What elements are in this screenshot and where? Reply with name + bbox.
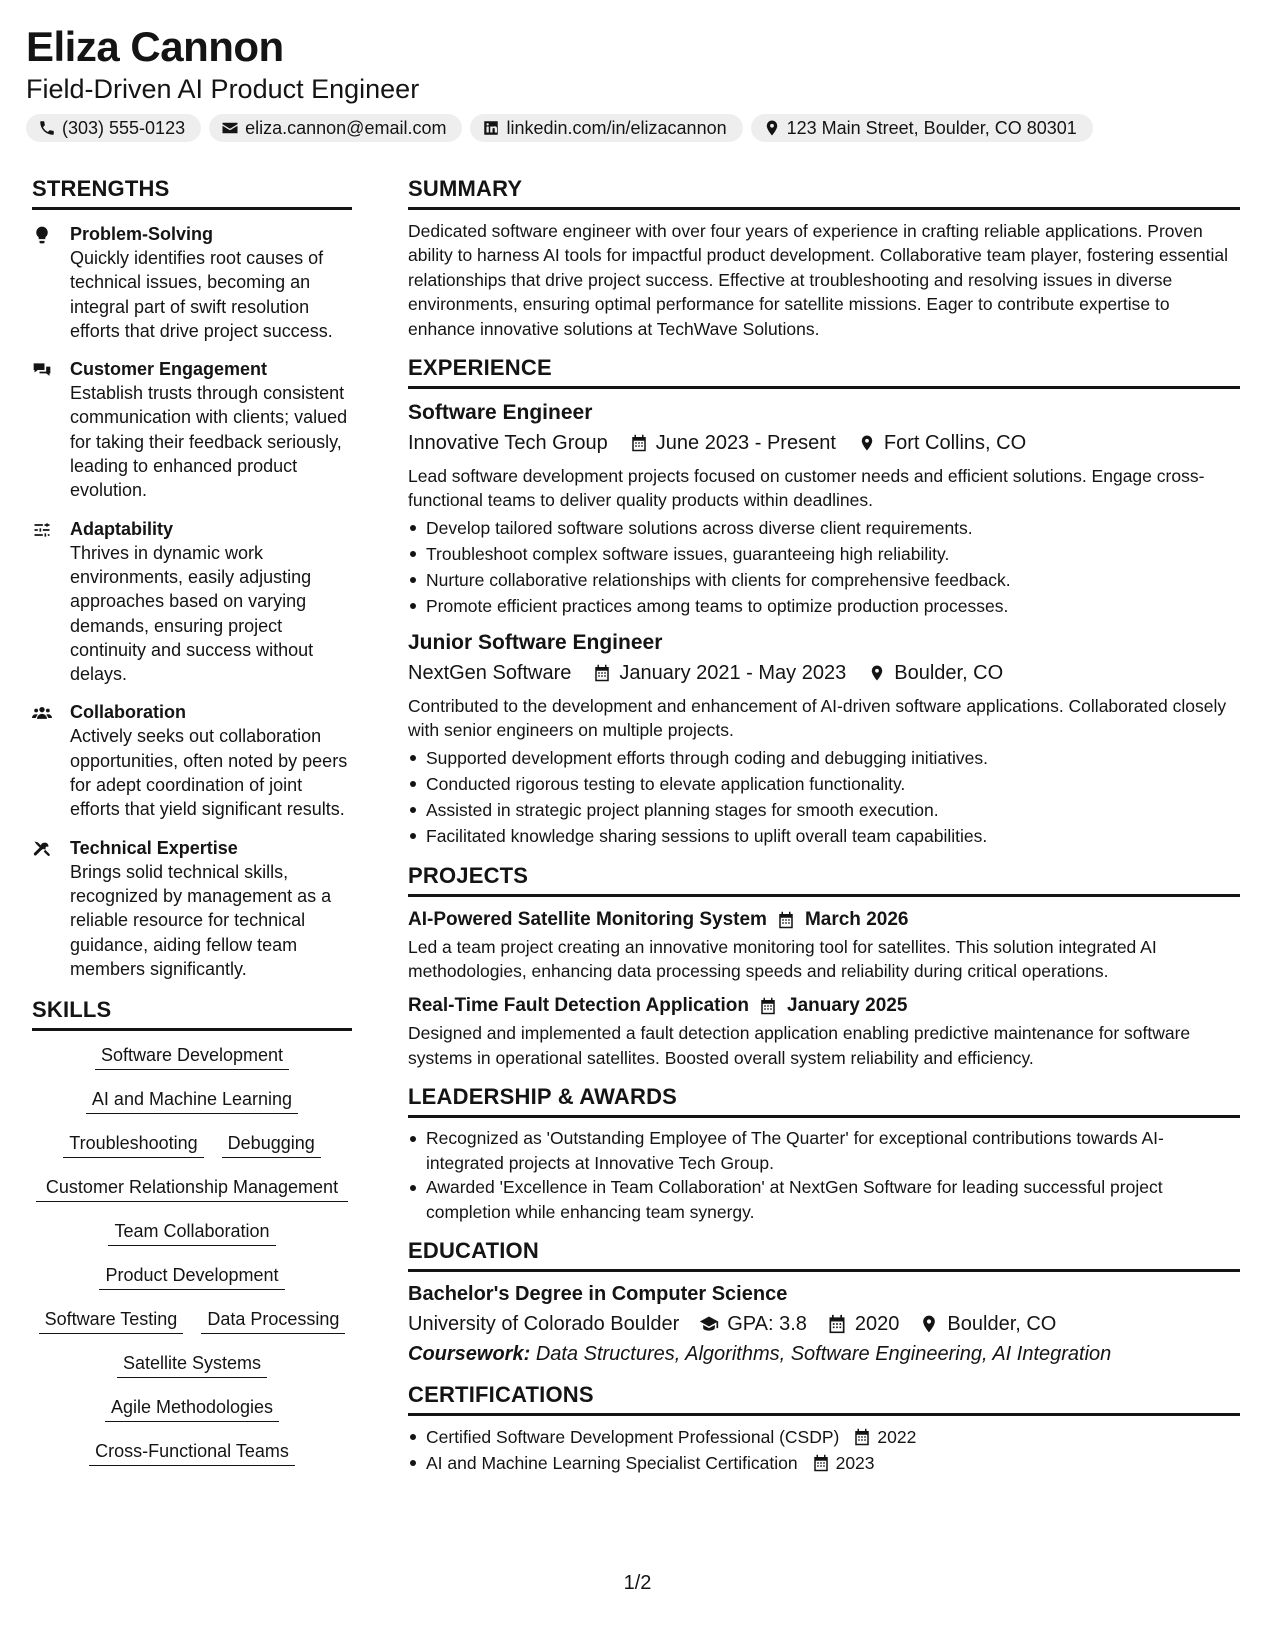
- strength-desc: Thrives in dynamic work environments, easily adjusting approaches based on varying demands, ensuring project continuity and success without delays.: [70, 542, 314, 685]
- skill-tag: Troubleshooting: [63, 1131, 203, 1158]
- graduation-cap-icon: [699, 1314, 719, 1334]
- certification-year: 2022: [877, 1426, 917, 1447]
- strength-title: Technical Expertise: [70, 837, 238, 858]
- calendar-icon: [630, 434, 648, 452]
- certification-item: [426, 1450, 1240, 1476]
- skill-tag: Satellite Systems: [117, 1351, 267, 1378]
- certifications-list: [408, 1424, 1240, 1476]
- coursework-text: Data Structures, Algorithms, Software Engineering, AI Integration: [535, 1342, 1112, 1365]
- education-school: University of Colorado Boulder: [408, 1312, 680, 1335]
- job-bullet: Facilitated knowledge sharing sessions to uplift overall team capabilities.: [426, 823, 1240, 849]
- skill-tag: Agile Methodologies: [105, 1395, 279, 1422]
- education-location: Boulder, CO: [947, 1312, 1057, 1335]
- strength-desc: Establish trusts through consistent communication with clients; valued for taking their feedback seriously, leading to enhanced product evolution.: [70, 383, 348, 501]
- project-desc: Designed and implemented a fault detection application enabling predictive maintenance for software systems in operational satellites. Boosted overall system reliability and efficiency.: [408, 1023, 1191, 1068]
- chat-bubbles-icon: [32, 360, 52, 380]
- strengths-list: [32, 222, 352, 981]
- strength-desc: Brings solid technical skills, recognized by management as a reliable resource for technical guidance, aiding fellow team members significantly.: [70, 861, 332, 979]
- job-bullet: Promote efficient practices among teams to optimize production processes.: [426, 593, 1240, 619]
- education-degree: Bachelor's Degree in Computer Science: [408, 1282, 788, 1305]
- contact-linkedin[interactable]: [470, 114, 742, 142]
- contact-linkedin-text: linkedin.com/in/elizacannon: [506, 117, 727, 138]
- job-role: Junior Software Engineer: [408, 630, 663, 654]
- job-bullet: Develop tailored software solutions across diverse client requirements.: [426, 515, 1240, 541]
- strength-title: Adaptability: [70, 518, 174, 539]
- education-section: [408, 1238, 1240, 1368]
- candidate-title: Field-Driven AI Product Engineer: [26, 74, 420, 104]
- leadership-list: [408, 1126, 1240, 1224]
- job-company: NextGen Software: [408, 661, 572, 684]
- strengths-heading: STRENGTHS: [32, 176, 352, 210]
- sliders-icon: [32, 520, 52, 540]
- calendar-icon: [812, 1454, 830, 1472]
- leadership-item: Recognized as 'Outstanding Employee of The Quarter' for exceptional contributions towards AI-integrated projects at Innovative Tech Group.: [426, 1126, 1240, 1175]
- certification-item: [426, 1424, 1240, 1450]
- project-title: Real-Time Fault Detection Application: [408, 995, 749, 1017]
- contact-address-text: 123 Main Street, Boulder, CO 80301: [786, 117, 1077, 138]
- project-header: [408, 907, 1240, 933]
- certification-name: Certified Software Development Professional (CSDP): [426, 1426, 840, 1447]
- contact-bar: [26, 114, 1093, 142]
- job-bullet: Supported development efforts through coding and debugging initiatives.: [426, 745, 1240, 771]
- calendar-icon: [827, 1314, 847, 1334]
- job-bullets: [408, 515, 1240, 619]
- summary-heading: SUMMARY: [408, 176, 1240, 210]
- skills-heading: SKILLS: [32, 997, 352, 1031]
- job-meta: [408, 429, 1240, 457]
- education-coursework: [408, 1340, 1240, 1368]
- job-company: Innovative Tech Group: [408, 432, 608, 455]
- job-dates: January 2021 - May 2023: [619, 661, 847, 684]
- certifications-section: [408, 1382, 1240, 1476]
- experience-section: [408, 355, 1240, 849]
- skill-tag: Team Collaboration: [108, 1219, 275, 1246]
- map-pin-icon: [868, 664, 886, 682]
- strength-item: [32, 357, 352, 502]
- experience-heading: EXPERIENCE: [408, 355, 1240, 389]
- users-icon: [32, 703, 52, 723]
- education-year: 2020: [854, 1312, 900, 1335]
- projects-heading: PROJECTS: [408, 863, 1240, 897]
- skill-tag: AI and Machine Learning: [86, 1087, 298, 1114]
- calendar-icon: [777, 911, 795, 929]
- calendar-icon: [593, 664, 611, 682]
- job-bullet: Troubleshoot complex software issues, guaranteeing high reliability.: [426, 541, 1240, 567]
- job-bullet: Assisted in strategic project planning stages for smooth execution.: [426, 797, 1240, 823]
- strength-desc: Quickly identifies root causes of technical issues, becoming an integral part of swift resolution efforts that drive project success.: [70, 248, 333, 341]
- summary-text: Dedicated software engineer with over four years of experience in crafting reliable applications. Proven ability to harness AI tools for impactful product development. Collaborative team player, fostering essential relationships that drive project success. Effective at troubleshooting and resolving issues in diverse environments, ensuring optimal performance for satellite missions. Eager to contribute expertise to enhance innovative solutions at TechWave Solutions.: [408, 221, 1229, 339]
- tools-icon: [32, 839, 52, 859]
- job-bullet: Nurture collaborative relationships with clients for comprehensive feedback.: [426, 567, 1240, 593]
- contact-phone-text: (303) 555-0123: [62, 117, 186, 138]
- map-pin-icon: [919, 1314, 939, 1334]
- right-column: [408, 176, 1240, 1476]
- page-number: 1/2: [623, 1572, 652, 1594]
- project-title: AI-Powered Satellite Monitoring System: [408, 908, 767, 930]
- candidate-name: Eliza Cannon: [26, 23, 284, 70]
- job-desc: Contributed to the development and enhancement of AI-driven software applications. Collaborated closely with senior engineers on multiple projects.: [408, 695, 1227, 741]
- calendar-icon: [759, 997, 777, 1015]
- strength-title: Customer Engagement: [70, 359, 268, 380]
- project-header: [408, 993, 1240, 1019]
- strength-title: Problem-Solving: [70, 224, 214, 244]
- phone-icon: [38, 119, 56, 137]
- projects-section: [408, 863, 1240, 1071]
- project-desc: Led a team project creating an innovative monitoring tool for satellites. This solution integrated AI methodologies, enhancing data processing speeds and reliability during critical operations.: [408, 936, 1157, 982]
- job-location: Boulder, CO: [894, 661, 1004, 684]
- strength-item: [32, 836, 352, 981]
- job-location: Fort Collins, CO: [883, 432, 1027, 455]
- skill-tag: Software Development: [95, 1043, 289, 1070]
- certifications-heading: CERTIFICATIONS: [408, 1382, 1240, 1416]
- job-dates: June 2023 - Present: [655, 432, 836, 455]
- coursework-label: Coursework:: [408, 1342, 531, 1365]
- map-pin-icon: [858, 434, 876, 452]
- contact-address[interactable]: [751, 114, 1093, 142]
- education-meta: [408, 1310, 1240, 1338]
- job-desc: Lead software development projects focused on customer needs and efficient solutions. Engage cross-functional teams to deliver quality products within deadlines.: [408, 466, 1205, 511]
- strength-title: Collaboration: [70, 702, 186, 723]
- lightbulb-icon: [32, 225, 52, 245]
- project-date: March 2026: [804, 908, 909, 930]
- skill-tag: Data Processing: [201, 1307, 345, 1334]
- strength-item: [32, 517, 352, 687]
- skill-tag: Cross-Functional Teams: [89, 1439, 295, 1466]
- project-date: January 2025: [787, 995, 908, 1017]
- strength-item: [32, 700, 352, 821]
- certification-year: 2023: [835, 1452, 875, 1473]
- envelope-icon: [221, 119, 239, 137]
- left-column: [32, 176, 352, 1483]
- leadership-item: Awarded 'Excellence in Team Collaboration' at NextGen Software for leading successful project completion while enhancing team synergy.: [426, 1175, 1240, 1224]
- skill-tag: Customer Relationship Management: [36, 1175, 348, 1202]
- leadership-heading: LEADERSHIP & AWARDS: [408, 1084, 1240, 1118]
- skill-tag: Software Testing: [39, 1307, 184, 1334]
- job-bullet: Conducted rigorous testing to elevate application functionality.: [426, 771, 1240, 797]
- linkedin-icon: [482, 119, 500, 137]
- skill-tag: Product Development: [99, 1263, 284, 1290]
- job-meta: [408, 659, 1240, 687]
- contact-email-text: eliza.cannon@email.com: [245, 117, 447, 138]
- job-role: Software Engineer: [408, 401, 593, 425]
- contact-phone[interactable]: [26, 114, 201, 142]
- skills-list: [32, 1043, 352, 1483]
- skill-tag: Debugging: [222, 1131, 321, 1158]
- calendar-icon: [853, 1428, 871, 1446]
- strength-desc: Actively seeks out collaboration opportunities, often noted by peers for adept coordination of joint efforts that yield significant results.: [70, 726, 348, 820]
- certification-name: AI and Machine Learning Specialist Certification: [426, 1452, 798, 1473]
- strength-item: [32, 222, 352, 343]
- job-bullets: [408, 745, 1240, 849]
- education-heading: EDUCATION: [408, 1238, 1240, 1272]
- contact-email[interactable]: [209, 114, 462, 142]
- education-gpa: GPA: 3.8: [727, 1312, 807, 1335]
- leadership-section: [408, 1084, 1240, 1224]
- map-pin-icon: [763, 119, 781, 137]
